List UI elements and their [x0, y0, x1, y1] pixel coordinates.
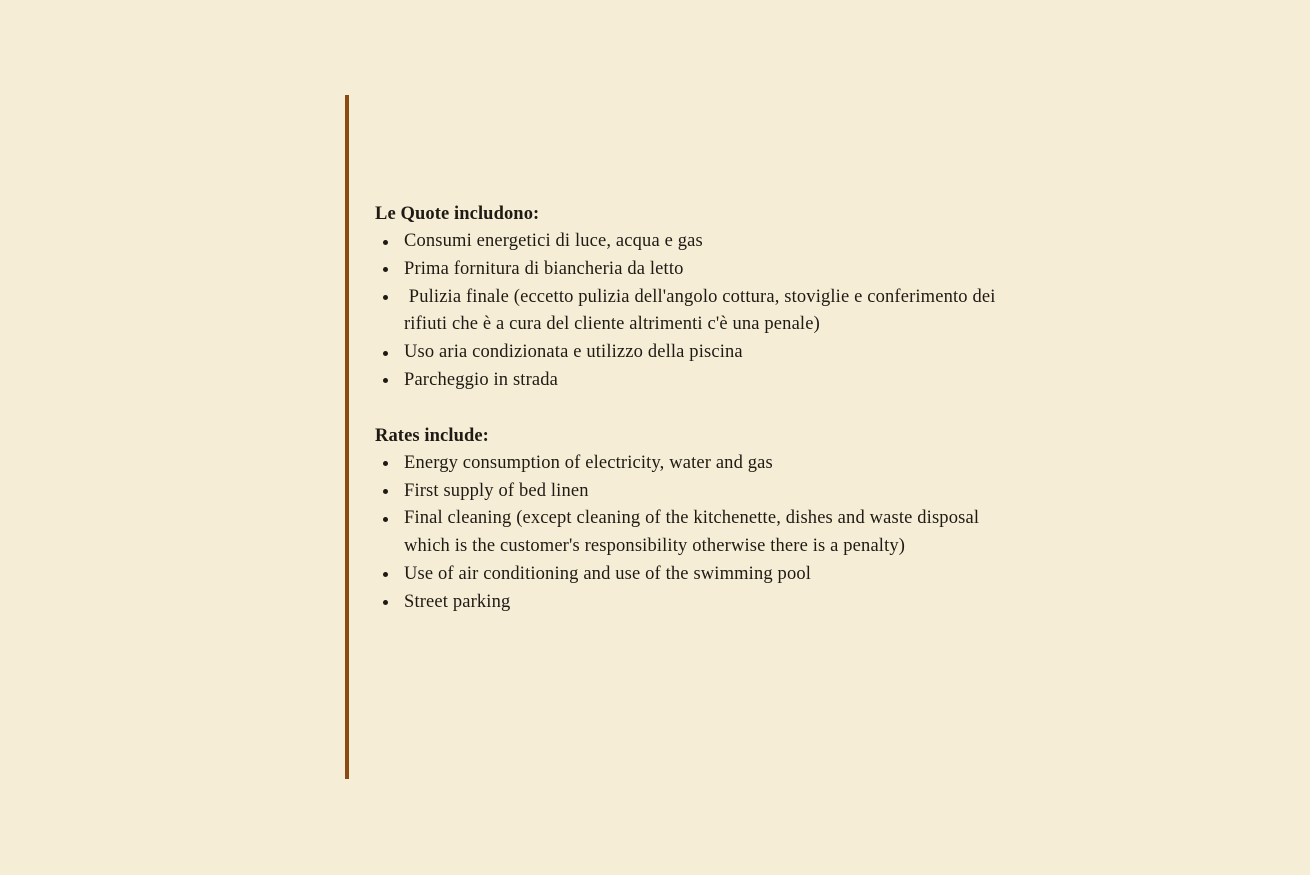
- section-heading: Rates include:: [375, 425, 489, 446]
- bullet-icon: [383, 461, 388, 466]
- bullet-icon: [383, 489, 388, 494]
- list-item: [375, 450, 1015, 478]
- list-item: [375, 339, 1015, 367]
- list-item-text: Energy consumption of electricity, water and gas: [404, 452, 773, 473]
- list-item-text: Final cleaning (except cleaning of the kitchenette, dishes and waste disposal which is the customer's responsibility otherwise there is a penalty): [404, 508, 980, 557]
- list-item-text: Parcheggio in strada: [404, 369, 559, 390]
- list-item: [375, 589, 1015, 617]
- list-item: [375, 228, 1015, 256]
- included-items-list: [375, 450, 1015, 617]
- list-item: [375, 505, 1015, 561]
- bullet-icon: [383, 517, 388, 522]
- included-items-list: [375, 228, 1015, 395]
- bullet-icon: [383, 378, 388, 383]
- list-item: [375, 478, 1015, 506]
- bullet-icon: [383, 351, 388, 356]
- english-rates-section: [375, 422, 1015, 617]
- list-item: [375, 284, 1015, 340]
- list-item-text: Prima fornitura di biancheria da letto: [404, 258, 684, 279]
- list-item-text: First supply of bed linen: [404, 480, 589, 501]
- list-item: [375, 367, 1015, 395]
- bullet-icon: [383, 572, 388, 577]
- bullet-icon: [383, 600, 388, 605]
- vertical-accent-bar: [345, 95, 349, 779]
- bullet-icon: [383, 267, 388, 272]
- list-item-text: Pulizia finale (eccetto pulizia dell'angolo cottura, stoviglie e conferimento dei rifiuti che è a cura del cliente altrimenti c'è una penale): [404, 286, 996, 335]
- list-item-text: Street parking: [404, 591, 511, 612]
- list-item-text: Consumi energetici di luce, acqua e gas: [404, 231, 703, 251]
- section-heading: Le Quote includono:: [375, 204, 540, 224]
- bullet-icon: [383, 240, 388, 245]
- list-item: [375, 561, 1015, 589]
- list-item: [375, 256, 1015, 284]
- bullet-icon: [383, 295, 388, 300]
- list-item-text: Uso aria condizionata e utilizzo della piscina: [404, 342, 743, 363]
- italian-rates-section: [375, 200, 1015, 395]
- list-item-text: Use of air conditioning and use of the swimming pool: [404, 563, 812, 584]
- rates-content: [375, 200, 1015, 617]
